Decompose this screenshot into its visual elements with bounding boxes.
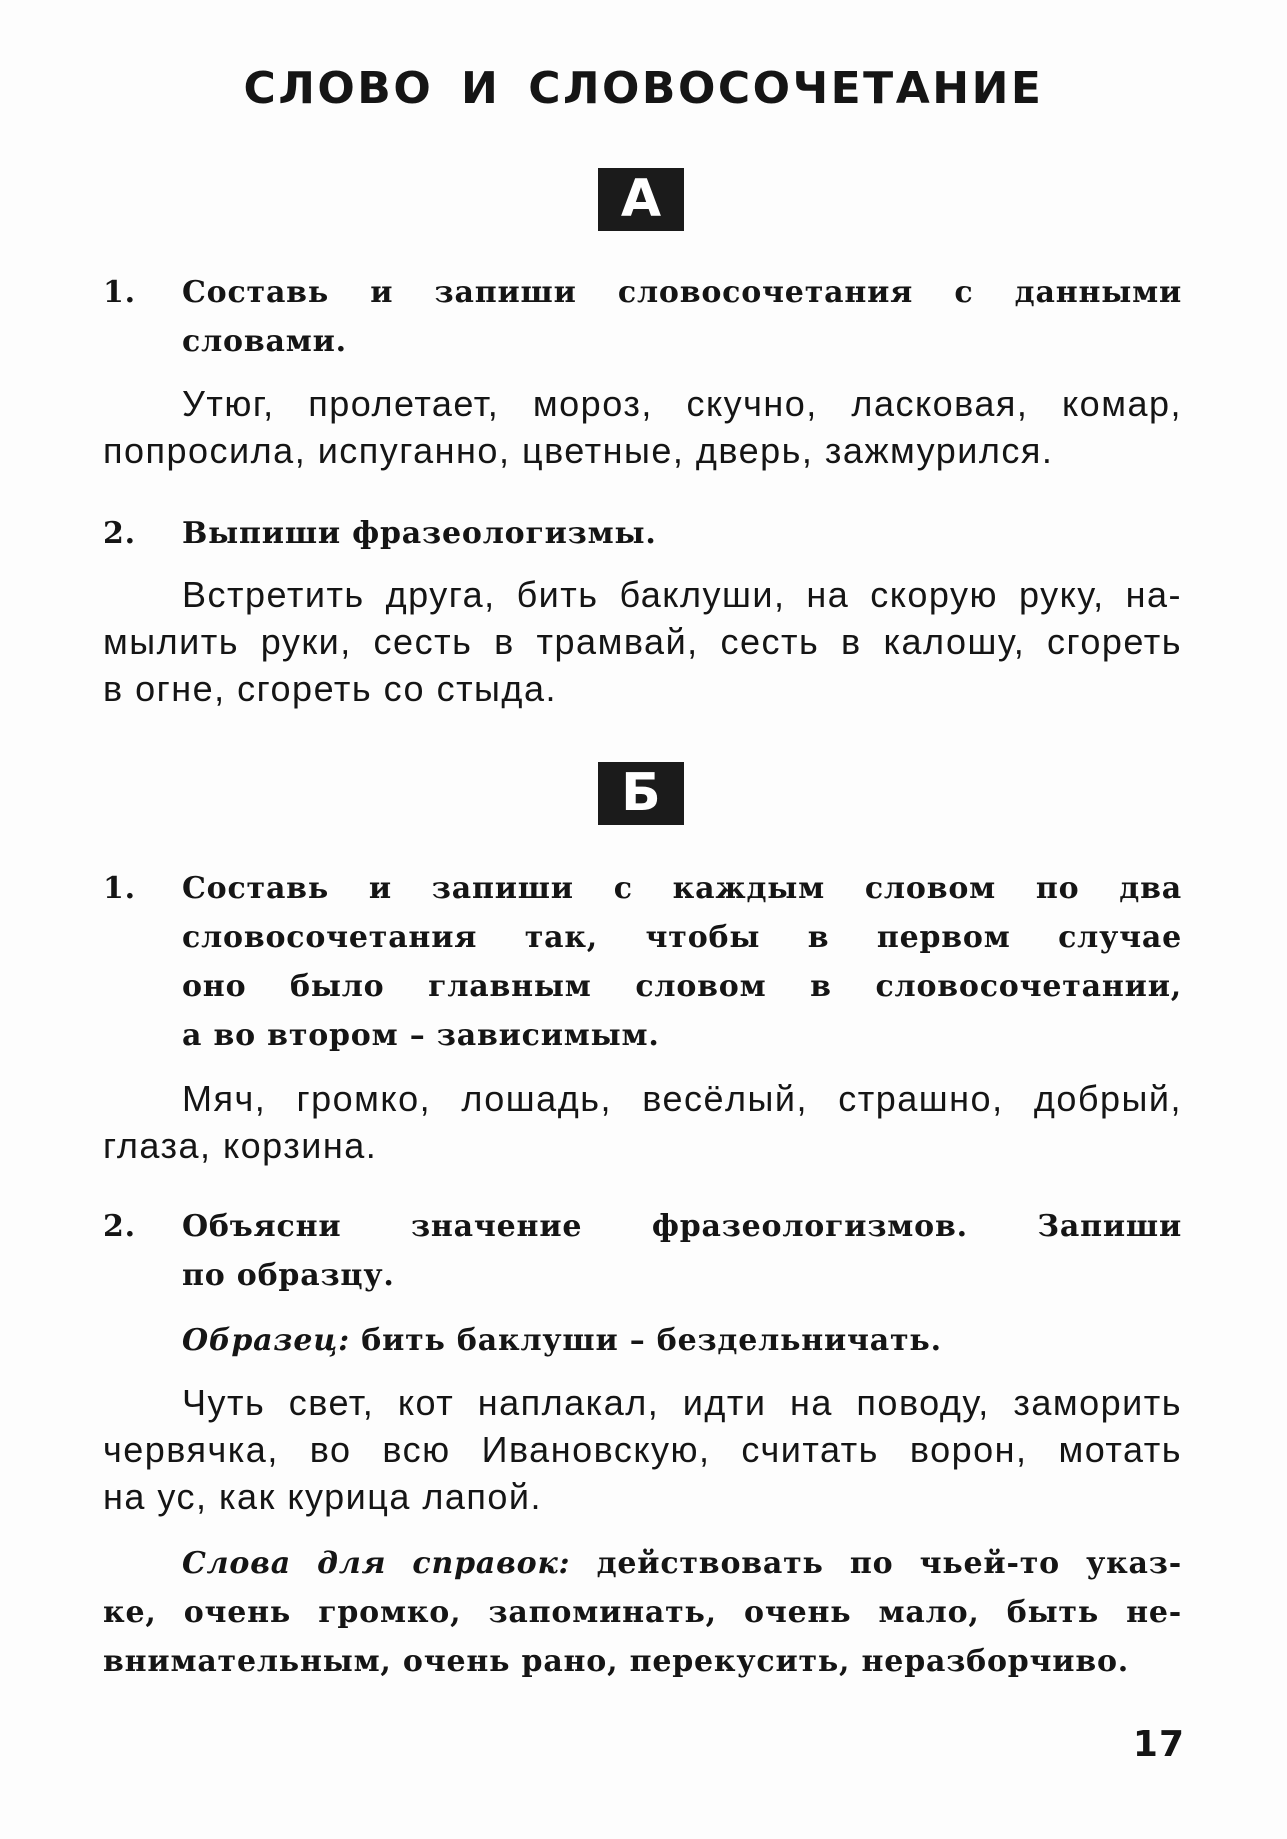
task-b2-instruction bbox=[103, 1202, 1182, 1300]
sample-text bbox=[182, 1316, 1182, 1365]
instruction-line: по образцу. bbox=[182, 1258, 395, 1293]
sample-value: бить баклуши – бездельничать. bbox=[361, 1323, 942, 1358]
text-line: Встретить друга, бить баклуши, на скорую руку, на- bbox=[182, 574, 1182, 615]
instruction-text bbox=[182, 509, 1182, 558]
text-line: глаза, корзина. bbox=[103, 1125, 378, 1166]
reference-label: Слова для справок: bbox=[182, 1546, 571, 1581]
reference-line bbox=[103, 1539, 1182, 1588]
reference-line: ке, очень громко, запоминать, очень мало, быть не- bbox=[103, 1595, 1182, 1630]
instruction-line: Выпиши фразеологизмы. bbox=[182, 516, 657, 551]
instruction-line: Составь и запиши с каждым словом по два bbox=[182, 871, 1182, 906]
text-line: в огне, сгореть со стыда. bbox=[103, 668, 557, 709]
instruction-line: словосочетания так, чтобы в первом случае bbox=[182, 920, 1182, 955]
task-number: 1. bbox=[103, 871, 136, 906]
section-b-badge: Б bbox=[598, 762, 684, 825]
sample-line bbox=[182, 1316, 1182, 1365]
text-line: Чуть свет, кот наплакал, идти на поводу, заморить bbox=[182, 1382, 1182, 1423]
text-line: мылить руки, сесть в трамвай, сесть в калошу, сгореть bbox=[103, 621, 1182, 662]
task-b2-reference-words bbox=[103, 1539, 1182, 1686]
task-number: 2. bbox=[103, 1209, 136, 1244]
task-b2-phrase-list bbox=[103, 1379, 1182, 1520]
instruction-line: Составь и запиши словосочетания с данными bbox=[182, 275, 1182, 310]
task-b1-instruction bbox=[103, 864, 1182, 1060]
task-number: 1. bbox=[103, 275, 136, 310]
page-number: 17 bbox=[1132, 1724, 1185, 1765]
text-line: на ус, как курица лапой. bbox=[103, 1476, 542, 1517]
reference-value: действовать по чьей-то указ- bbox=[596, 1546, 1182, 1581]
task-a1-instruction bbox=[103, 268, 1182, 366]
instruction-text bbox=[182, 268, 1182, 366]
instruction-line: а во втором – зависимым. bbox=[182, 1018, 660, 1053]
sample-label: Образец: bbox=[182, 1323, 351, 1358]
text-line: попросила, испуганно, цветные, дверь, зажмурился. bbox=[103, 430, 1054, 471]
instruction-line: Объясни значение фразеологизмов. Запиши bbox=[182, 1209, 1182, 1244]
task-number: 2. bbox=[103, 516, 136, 551]
reference-text bbox=[103, 1539, 1182, 1686]
task-b1-word-list bbox=[103, 1075, 1182, 1169]
page-title: СЛОВО И СЛОВОСОЧЕТАНИЕ bbox=[243, 63, 1044, 114]
section-a-badge: А bbox=[598, 168, 684, 231]
task-a1-word-list bbox=[103, 380, 1182, 474]
text-line: Мяч, громко, лошадь, весёлый, страшно, добрый, bbox=[182, 1078, 1182, 1119]
task-a2-phrase-list bbox=[103, 571, 1182, 712]
reference-line: внимательным, очень рано, перекусить, неразборчиво. bbox=[103, 1644, 1130, 1679]
text-line: Утюг, пролетает, мороз, скучно, ласковая, комар, bbox=[182, 383, 1182, 424]
instruction-text bbox=[182, 1202, 1182, 1300]
instruction-line: оно было главным словом в словосочетании, bbox=[182, 969, 1182, 1004]
instruction-text bbox=[182, 864, 1182, 1060]
task-a2-instruction bbox=[103, 509, 1182, 558]
instruction-line: словами. bbox=[182, 324, 347, 359]
text-line: червячка, во всю Ивановскую, считать ворон, мотать bbox=[103, 1429, 1182, 1470]
task-b2-sample bbox=[103, 1316, 1182, 1365]
